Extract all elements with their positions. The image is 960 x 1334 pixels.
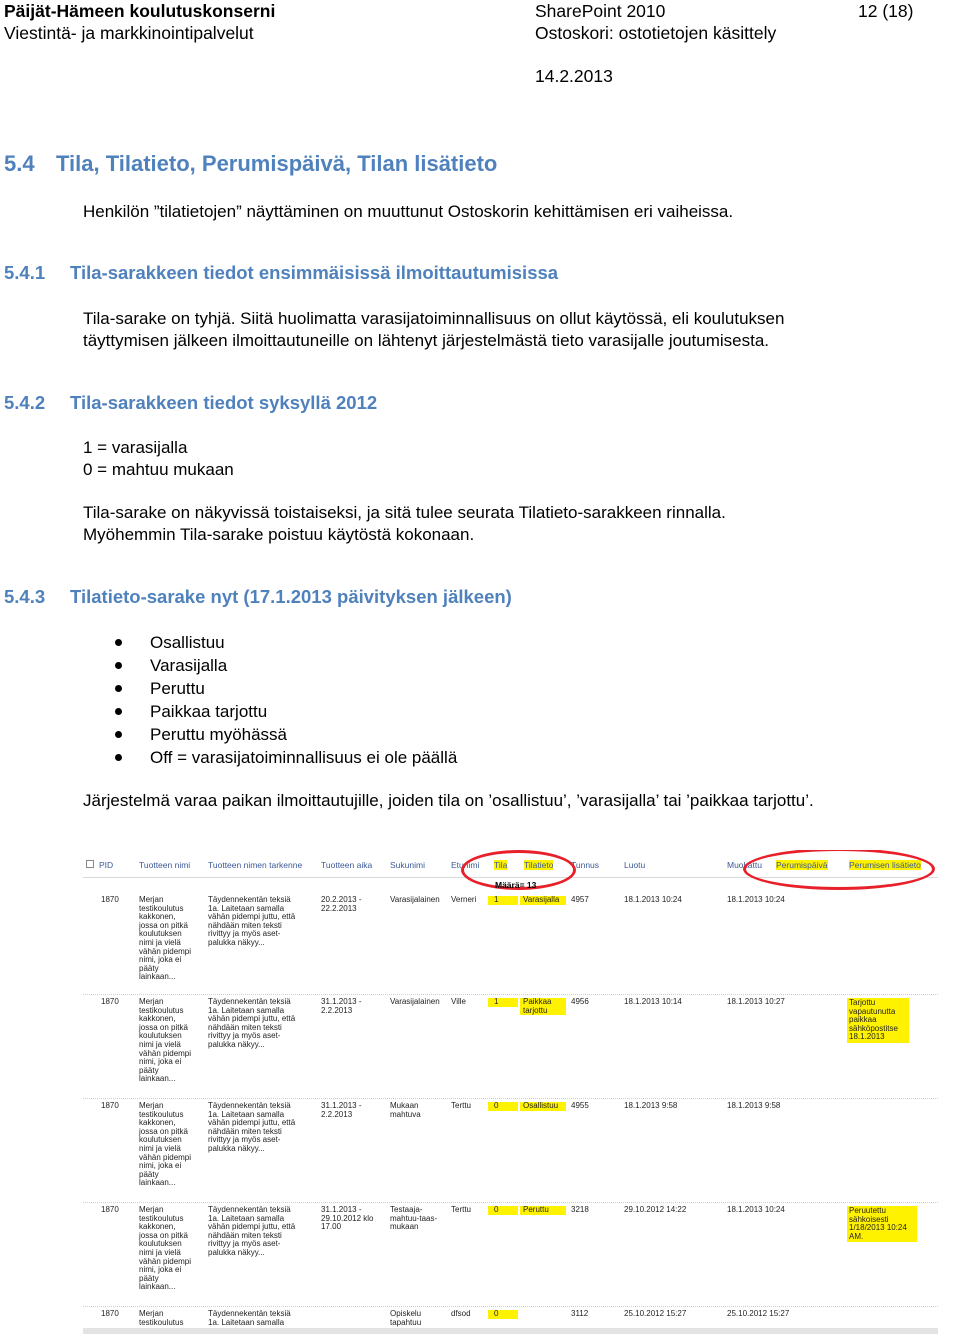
status-list xyxy=(115,631,457,769)
cell-spec: Täydennekentän teksiä 1a. Laitetaan samalla xyxy=(208,1309,291,1327)
column-header-tilatieto[interactable]: Tilatieto xyxy=(524,860,554,870)
cell-tila: 0 xyxy=(488,1206,518,1215)
cell-lastname: Varasijalainen xyxy=(390,895,440,904)
cell-lastname: Mukaan mahtuva xyxy=(390,1101,421,1119)
list-item: Paikkaa tarjottu xyxy=(115,700,457,723)
cell-tila: 0 xyxy=(488,1310,518,1319)
cell-code: 4955 xyxy=(571,1101,589,1110)
table-row[interactable] xyxy=(83,1102,938,1205)
table-row[interactable] xyxy=(83,1310,938,1330)
highlight-circle xyxy=(743,850,935,890)
list-item: Peruttu myöhässä xyxy=(115,723,457,746)
document-date: 14.2.2013 xyxy=(535,66,613,86)
column-header-cancel-date[interactable]: Perumispäivä xyxy=(776,860,828,870)
cell-time: 31.1.2013 - 29.10.2012 klo 17.00 xyxy=(321,1205,374,1232)
cell-modified: 18.1.2013 10:27 xyxy=(727,997,785,1006)
subsection-heading-3 xyxy=(4,586,512,608)
section-number: 5.4 xyxy=(4,151,35,176)
item-count: Määrä= 13 xyxy=(495,880,537,890)
cell-tila: 1 xyxy=(488,896,518,905)
cell-tilatieto: Varasijalla xyxy=(520,896,566,905)
cell-code: 3112 xyxy=(571,1309,589,1318)
cell-pid: 1870 xyxy=(101,1101,119,1110)
list-item: Off = varasijatoiminnallisuus ei ole päällä xyxy=(115,746,457,769)
column-header-name[interactable]: Tuotteen nimi xyxy=(139,860,191,870)
cell-modified: 25.10.2012 15:27 xyxy=(727,1309,790,1318)
cell-spec: Täydennekentän teksiä 1a. Laitetaan samalla vähän pidempi juttu, että nähdään miten teksti rivittyy ja myös aset- palukka näkyy... xyxy=(208,1101,296,1153)
row-separator xyxy=(83,994,938,995)
code-definition: 0 = mahtuu mukaan xyxy=(83,460,234,479)
column-header-modified[interactable]: Muokattu xyxy=(727,860,762,870)
row-separator xyxy=(83,1202,938,1203)
cell-pid: 1870 xyxy=(101,997,119,1006)
cell-modified: 18.1.2013 10:24 xyxy=(727,1205,785,1214)
subsection-heading-2 xyxy=(4,392,377,414)
cell-modified: 18.1.2013 10:24 xyxy=(727,895,785,904)
cell-tila: 0 xyxy=(488,1102,518,1111)
paragraph-line: Myöhemmin Tila-sarake poistuu käytöstä kokonaan. xyxy=(83,525,475,544)
cell-firstname: Verneri xyxy=(451,895,477,904)
cell-firstname: Terttu xyxy=(451,1101,472,1110)
column-header-tila[interactable]: Tila xyxy=(494,860,508,870)
cell-tilatieto: Peruttu xyxy=(520,1206,566,1215)
cell-firstname: dfsod xyxy=(451,1309,471,1318)
subsection-number: 5.4.3 xyxy=(4,586,46,607)
cell-cancel-info: Tarjottu vapautunutta paikkaa sähköpostitse 18.1.2013 xyxy=(847,998,909,1043)
bullet-icon xyxy=(115,662,122,669)
cell-pid: 1870 xyxy=(101,1205,119,1214)
cell-time: 31.1.2013 - 2.2.2013 xyxy=(321,997,362,1015)
row-separator xyxy=(83,1306,938,1307)
column-header-lastname[interactable]: Sukunimi xyxy=(390,860,425,870)
bullet-icon xyxy=(115,731,122,738)
column-header-firstname[interactable]: Etunimi xyxy=(451,860,480,870)
cell-tila: 1 xyxy=(488,998,518,1007)
cell-firstname: Terttu xyxy=(451,1205,472,1214)
cell-code: 4956 xyxy=(571,997,589,1006)
section-intro: Henkilön ”tilatietojen” näyttäminen on muuttunut Ostoskorin kehittämisen eri vaiheissa. xyxy=(83,202,734,221)
cell-name[interactable]: Merjan testikoulutus kakkonen, jossa on pitkä koulutuksen nimi ja vielä vähän pidempi nimi, joka ei pääty lainkaan... xyxy=(139,1205,192,1292)
subsection-heading-1 xyxy=(4,262,558,284)
bullet-icon xyxy=(115,685,122,692)
cell-time: 20.2.2013 - 22.2.2013 xyxy=(321,895,362,913)
bullet-icon xyxy=(115,754,122,761)
bullet-icon xyxy=(115,639,122,646)
cell-pid: 1870 xyxy=(101,895,119,904)
cell-name[interactable]: Merjan testikoulutus xyxy=(139,1309,184,1327)
section-title: Tila, Tilatieto, Perumispäivä, Tilan lisätieto xyxy=(56,151,498,176)
cell-modified: 18.1.2013 9:58 xyxy=(727,1101,781,1110)
sharepoint-list-screenshot xyxy=(83,850,938,1334)
cell-spec: Täydennekentän teksiä 1a. Laitetaan samalla vähän pidempi juttu, että nähdään miten teksti rivittyy ja myös aset- palukka näkyy... xyxy=(208,895,296,947)
cell-lastname: Testaaja- mahtuu-taas- mukaan xyxy=(390,1205,438,1232)
organization-name: Päijät-Hämeen koulutuskonserni xyxy=(4,1,276,21)
subsection-title: Tila-sarakkeen tiedot ensimmäisissä ilmoittautumisissa xyxy=(70,262,559,283)
department-name: Viestintä- ja markkinointipalvelut xyxy=(4,23,254,43)
cell-name[interactable]: Merjan testikoulutus kakkonen, jossa on pitkä koulutuksen nimi ja vielä vähän pidempi nimi, joka ei pääty lainkaan... xyxy=(139,895,192,982)
code-definition: 1 = varasijalla xyxy=(83,438,188,457)
table-row[interactable] xyxy=(83,896,938,999)
column-header-code[interactable]: Tunnus xyxy=(571,860,600,870)
column-header-cancel-info[interactable]: Perumisen lisätieto xyxy=(849,860,921,870)
cell-lastname: Opiskelu tapahtuu xyxy=(390,1309,422,1327)
subsection-title: Tila-sarakkeen tiedot syksyllä 2012 xyxy=(70,392,378,413)
cell-spec: Täydennekentän teksiä 1a. Laitetaan samalla vähän pidempi juttu, että nähdään miten teksti rivittyy ja myös aset- palukka näkyy... xyxy=(208,997,296,1049)
subsection-title: Tilatieto-sarake nyt (17.1.2013 päivityksen jälkeen) xyxy=(70,586,512,607)
list-item: Varasijalla xyxy=(115,654,457,677)
list-item: Osallistuu xyxy=(115,631,457,654)
horizontal-scrollbar[interactable] xyxy=(83,1328,938,1334)
cell-created: 29.10.2012 14:22 xyxy=(624,1205,687,1214)
cell-created: 18.1.2013 10:24 xyxy=(624,895,682,904)
bullet-icon xyxy=(115,708,122,715)
cell-tilatieto: Paikkaa tarjottu xyxy=(520,998,566,1015)
cell-code: 4957 xyxy=(571,895,589,904)
subsection-number: 5.4.2 xyxy=(4,392,46,413)
paragraph-line: Tila-sarake on tyhjä. Siitä huolimatta varasijatoiminnallisuus on ollut käytössä, eli koulutuksen xyxy=(83,309,785,328)
closing-paragraph: Järjestelmä varaa paikan ilmoittautujille, joiden tila on ’osallistuu’, ’varasijalla’ tai ’paikkaa tarjottu’. xyxy=(83,791,814,810)
cell-created: 18.1.2013 10:14 xyxy=(624,997,682,1006)
cell-created: 25.10.2012 15:27 xyxy=(624,1309,687,1318)
table-row[interactable] xyxy=(83,1206,938,1309)
cell-tilatieto: Osallistuu xyxy=(520,1102,566,1111)
list-item: Peruttu xyxy=(115,677,457,700)
column-header-spec[interactable]: Tuotteen nimen tarkenne xyxy=(208,860,303,870)
row-separator xyxy=(83,1098,938,1099)
document-subtitle: Ostoskori: ostotietojen käsittely xyxy=(535,23,777,43)
column-header-created[interactable]: Luotu xyxy=(624,860,646,870)
table-row[interactable] xyxy=(83,998,938,1101)
paragraph-line: Tila-sarake on näkyvissä toistaiseksi, ja sitä tulee seurata Tilatieto-sarakkeen rinnalla. xyxy=(83,503,726,522)
column-header-pid[interactable]: PID xyxy=(99,860,114,870)
cell-firstname: Ville xyxy=(451,997,466,1006)
cell-cancel-info: Peruutettu sähkoisesti 1/18/2013 10:24 AM. xyxy=(847,1206,917,1242)
column-header-time[interactable]: Tuotteen aika xyxy=(321,860,373,870)
cell-name[interactable]: Merjan testikoulutus kakkonen, jossa on pitkä koulutuksen nimi ja vielä vähän pidempi nimi, joka ei pääty lainkaan... xyxy=(139,997,192,1084)
cell-time: 31.1.2013 - 2.2.2013 xyxy=(321,1101,362,1119)
cell-created: 18.1.2013 9:58 xyxy=(624,1101,678,1110)
cell-spec: Täydennekentän teksiä 1a. Laitetaan samalla vähän pidempi juttu, että nähdään miten teksti rivittyy ja myös aset- palukka näkyy... xyxy=(208,1205,296,1257)
subsection-number: 5.4.1 xyxy=(4,262,46,283)
cell-code: 3218 xyxy=(571,1205,589,1214)
paragraph-line: täyttymisen jälkeen ilmoittautuneille on lähtenyt järjestelmästä tieto varasijalle joutumisesta. xyxy=(83,331,770,350)
cell-pid: 1870 xyxy=(101,1309,119,1318)
cell-lastname: Varasijalainen xyxy=(390,997,440,1006)
section-heading xyxy=(4,151,497,177)
cell-name[interactable]: Merjan testikoulutus kakkonen, jossa on pitkä koulutuksen nimi ja vielä vähän pidempi nimi, joka ei pääty lainkaan... xyxy=(139,1101,192,1188)
app-name: SharePoint 2010 xyxy=(535,1,666,21)
page-header xyxy=(0,0,960,90)
select-all-checkbox[interactable] xyxy=(86,860,94,868)
page-number: 12 (18) xyxy=(858,1,914,21)
